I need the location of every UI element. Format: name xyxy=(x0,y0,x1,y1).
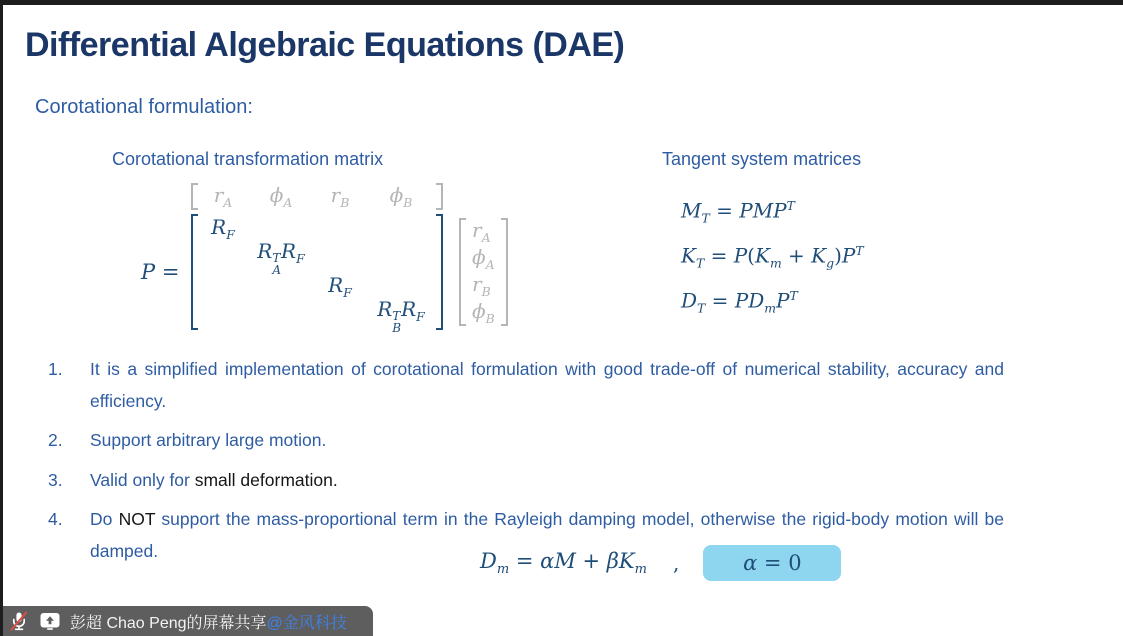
matrix-body xyxy=(191,214,443,335)
window-top-edge xyxy=(0,0,1123,5)
list-item xyxy=(0,465,1010,497)
comma: , xyxy=(672,551,680,575)
alpha-value: α = 0 xyxy=(743,551,802,575)
list-number: 1. xyxy=(48,359,63,379)
list-text: It is a simplified implementation of corotational formulation with good trade-off of numerical stability, accuracy and efficiency. xyxy=(90,359,1004,411)
rayleigh-damping-formula xyxy=(480,545,841,581)
equation-stiffness: $K_T = P(K_m + K_g)P^T$ xyxy=(681,243,864,271)
vector-entry: $r_A$ xyxy=(472,218,491,245)
damping-equation: $D_m = \alpha M + \beta K_m$ xyxy=(480,548,647,578)
list-item xyxy=(0,354,1010,417)
share-bar-text: 彭超 Chao Peng的屏幕共享 xyxy=(70,614,267,632)
list-item xyxy=(0,425,1010,457)
bracket-right xyxy=(436,214,443,330)
vector-entry: $\phi_B$ xyxy=(389,183,413,210)
matrix-entry: $R_F$ xyxy=(328,273,352,300)
bracket-right xyxy=(501,218,508,326)
right-section-heading: Tangent system matrices xyxy=(662,149,862,169)
vector-entry: $r_B$ xyxy=(330,183,350,210)
share-bar-mention-link[interactable]: @金风科技 xyxy=(266,614,347,632)
bracket-left xyxy=(191,183,198,210)
matrix-lhs: P = xyxy=(141,260,180,284)
microphone-muted-icon xyxy=(9,610,29,632)
matrix-col-vector xyxy=(459,218,508,326)
vector-entry: $\phi_A$ xyxy=(269,183,293,210)
window-left-edge xyxy=(0,0,3,636)
list-text: Support arbitrary large motion. xyxy=(90,430,327,450)
matrix-entry: $R_F$ xyxy=(211,215,235,242)
list-text: Do NOT support the mass-proportional term in the Rayleigh damping model, otherwise the rigid-body motion will be damped. xyxy=(90,509,1005,561)
tangent-equations xyxy=(681,198,864,333)
list-text: Valid only for small deformation. xyxy=(90,470,338,490)
left-section-heading: Corotational transformation matrix xyxy=(112,149,384,169)
vector-entry: $\phi_B$ xyxy=(472,299,495,326)
matrix-entry: R T A $R_F$ xyxy=(257,239,305,277)
matrix-entry: R T B $R_F$ xyxy=(377,297,425,335)
list-number: 4. xyxy=(48,509,63,529)
list-number: 3. xyxy=(48,470,63,490)
equation-mass: $M_T = PMP^T$ xyxy=(681,198,795,226)
matrix-top-vector xyxy=(191,183,508,210)
vector-entry: $r_A$ xyxy=(213,183,233,210)
screen-share-bar xyxy=(0,606,373,636)
alpha-highlight-box xyxy=(703,545,841,581)
bracket-left xyxy=(191,214,198,330)
bracket-left xyxy=(459,218,466,326)
page-title: Differential Algebraic Equations (DAE) xyxy=(25,26,625,64)
vector-entry: $r_B$ xyxy=(472,272,491,299)
corotational-matrix xyxy=(141,183,508,335)
equation-damping: $D_T = PD_mP^T$ xyxy=(681,288,798,316)
slide-subtitle: Corotational formulation: xyxy=(35,96,253,118)
bracket-right xyxy=(436,183,443,210)
screen-share-icon xyxy=(39,611,61,631)
list-number: 2. xyxy=(48,430,63,450)
vector-entry: $\phi_A$ xyxy=(472,245,495,272)
